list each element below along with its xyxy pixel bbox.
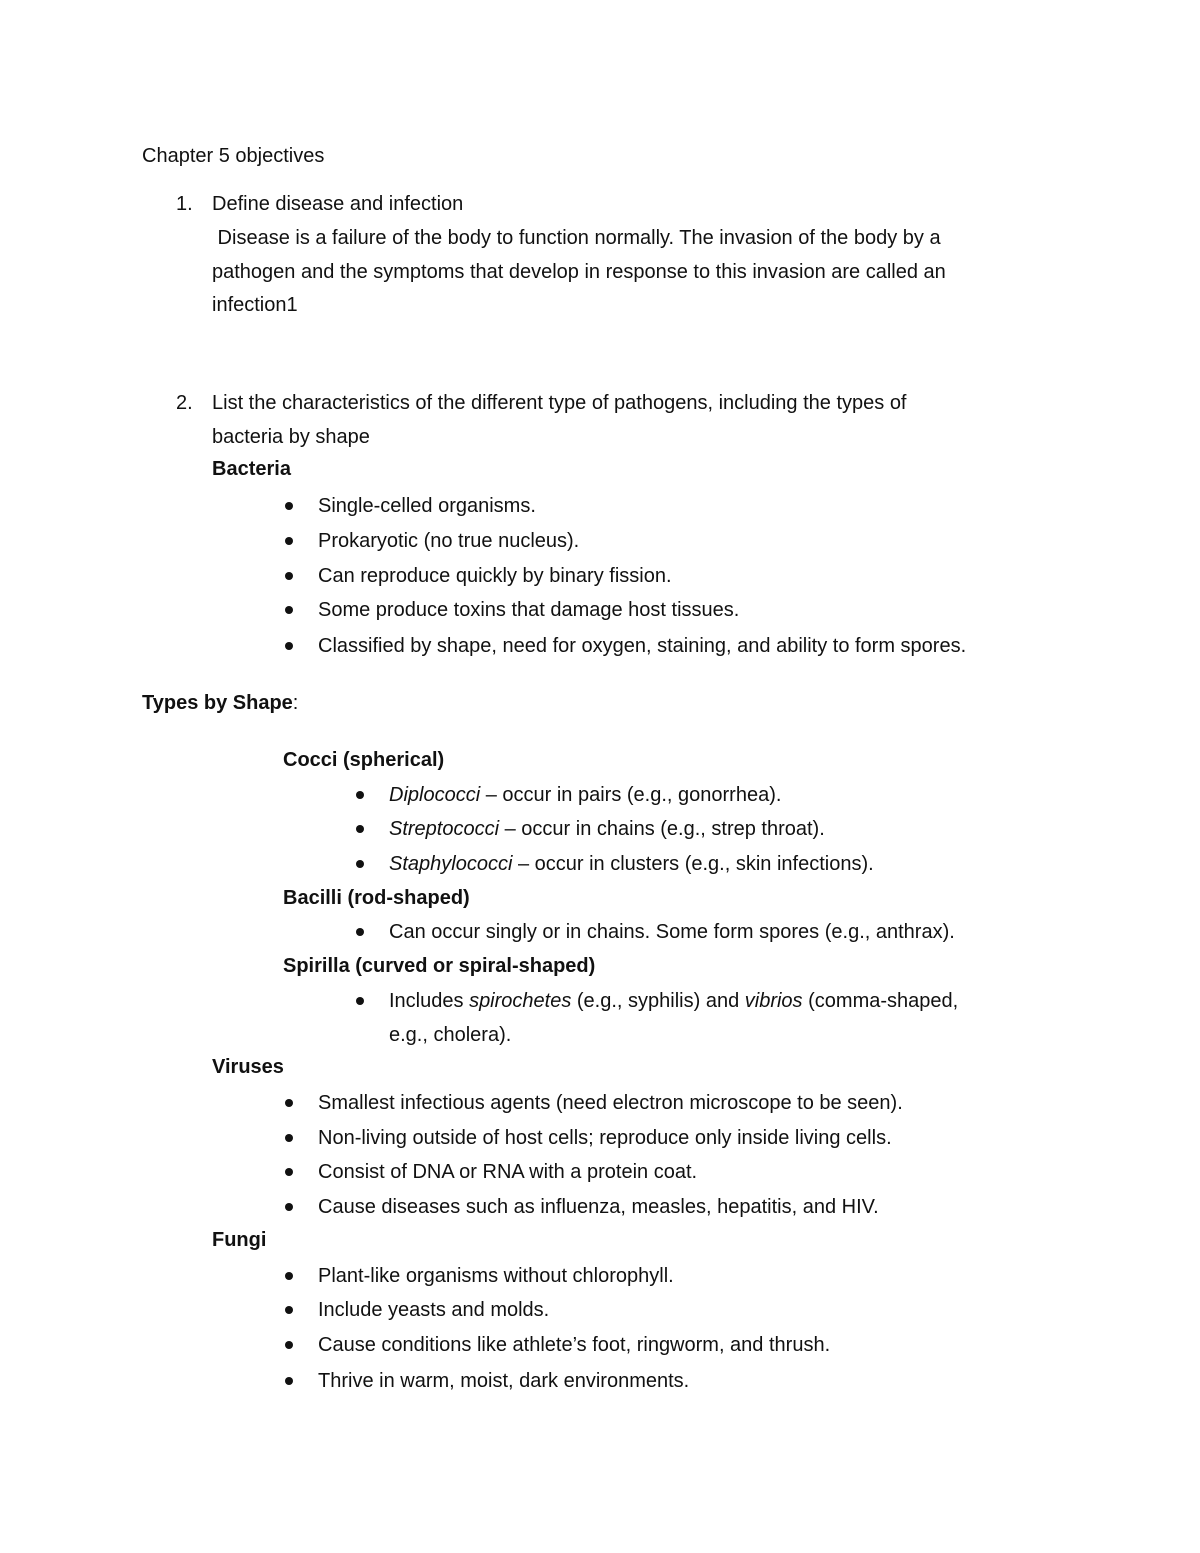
bullet-icon [285,1203,293,1211]
spirilla-item-text-c: (e.g., syphilis) and [571,990,745,1012]
cocci-item-1 [389,783,781,807]
bacteria-heading: Bacteria [212,458,291,480]
cocci-item-3-name: Staphylococci [389,853,513,875]
objective-1-answer-line-2: pathogen and the symptoms that develop in response to this invasion are called an [212,261,946,283]
page-title: Chapter 5 objectives [142,145,325,167]
types-by-shape-colon: : [292,692,299,714]
cocci-heading: Cocci (spherical) [283,749,445,771]
bullet-icon [285,1272,293,1280]
fungi-item-1: Plant-like organisms without chlorophyll. [318,1265,674,1287]
bullet-icon [285,1306,293,1314]
spirilla-item-1-continued: e.g., cholera). [389,1024,512,1046]
spirilla-item-1 [389,989,958,1013]
objective-2-heading-line-2: bacteria by shape [212,426,370,448]
cocci-item-1-name: Diplococci [389,784,481,806]
objective-1-answer-line-3: infection1 [212,294,298,316]
fungi-heading: Fungi [212,1229,267,1251]
spirilla-item-text-a: Includes [389,990,470,1012]
cocci-item-3-desc: – occur in clusters (e.g., skin infections). [512,853,874,875]
spirilla-item-text-b: spirochetes [469,990,572,1012]
objective-1-heading: Define disease and infection [212,193,464,215]
bullet-icon [285,1134,293,1142]
bullet-icon [356,997,364,1005]
fungi-item-3: Cause conditions like athlete’s foot, ringworm, and thrush. [318,1334,831,1356]
types-by-shape-label: Types by Shape [142,692,293,714]
bullet-icon [285,537,293,545]
bullet-icon [285,572,293,580]
bullet-icon [356,928,364,936]
bullet-icon [285,1377,293,1385]
bullet-icon [356,825,364,833]
fungi-item-4: Thrive in warm, moist, dark environments. [318,1370,690,1392]
bullet-icon [356,791,364,799]
viruses-item-2: Non-living outside of host cells; reproduce only inside living cells. [318,1127,892,1149]
bacilli-item-1: Can occur singly or in chains. Some form spores (e.g., anthrax). [389,921,955,943]
spirilla-item-text-e: (comma-shaped, [802,990,959,1012]
bullet-icon [285,1168,293,1176]
bacilli-heading: Bacilli (rod-shaped) [283,887,470,909]
objective-1-number: 1. [176,193,193,215]
bullet-icon [285,502,293,510]
bacteria-item-2: Prokaryotic (no true nucleus). [318,530,580,552]
objective-2-number: 2. [176,392,193,414]
types-by-shape-heading [142,691,298,715]
bullet-icon [356,860,364,868]
viruses-item-1: Smallest infectious agents (need electron microscope to be seen). [318,1092,903,1114]
viruses-heading: Viruses [212,1056,284,1078]
cocci-item-3 [389,852,874,876]
bacteria-item-3: Can reproduce quickly by binary fission. [318,565,672,587]
viruses-item-3: Consist of DNA or RNA with a protein coat. [318,1161,698,1183]
bacteria-item-5: Classified by shape, need for oxygen, staining, and ability to form spores. [318,635,967,657]
bullet-icon [285,606,293,614]
cocci-item-2-desc: – occur in chains (e.g., strep throat). [499,818,825,840]
cocci-item-2-name: Streptococci [389,818,500,840]
bullet-icon [285,1341,293,1349]
bacteria-item-1: Single-celled organisms. [318,495,536,517]
bullet-icon [285,1099,293,1107]
objective-1-answer-line-1: Disease is a failure of the body to function normally. The invasion of the body by a [212,227,941,249]
bacteria-item-4: Some produce toxins that damage host tissues. [318,599,740,621]
fungi-item-2: Include yeasts and molds. [318,1299,550,1321]
cocci-item-2 [389,817,825,841]
cocci-item-1-desc: – occur in pairs (e.g., gonorrhea). [480,784,782,806]
spirilla-item-text-d: vibrios [744,990,803,1012]
bullet-icon [285,642,293,650]
spirilla-heading: Spirilla (curved or spiral-shaped) [283,955,596,977]
viruses-item-4: Cause diseases such as influenza, measles, hepatitis, and HIV. [318,1196,879,1218]
objective-2-heading-line-1: List the characteristics of the different type of pathogens, including the types of [212,392,907,414]
